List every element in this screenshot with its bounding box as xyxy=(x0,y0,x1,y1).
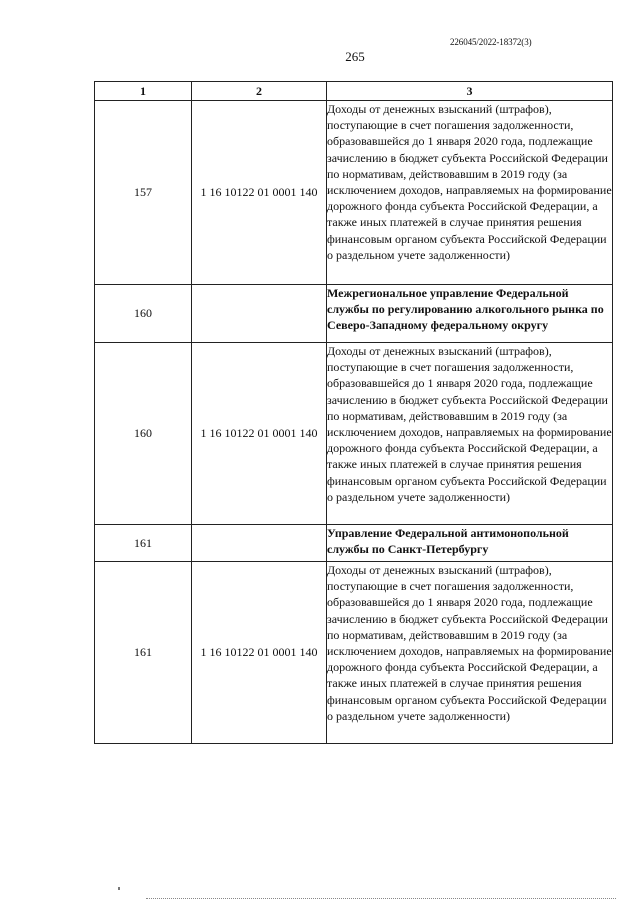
admin-code-cell: 160 xyxy=(95,285,192,343)
table-row xyxy=(95,562,613,744)
admin-code-cell: 160 xyxy=(95,343,192,525)
column-header-2: 2 xyxy=(192,82,327,101)
income-code-cell: 1 16 10122 01 0001 140 xyxy=(192,343,327,525)
column-header-3: 3 xyxy=(327,82,613,101)
income-code-cell xyxy=(192,525,327,562)
income-code-cell: 1 16 10122 01 0001 140 xyxy=(192,101,327,285)
document-number: 226045/2022-18372(3) xyxy=(450,37,532,47)
income-codes-table xyxy=(94,81,613,744)
administrator-name-cell: Управление Федеральной антимонопольной службы по Санкт-Петербургу xyxy=(327,525,613,562)
table-row xyxy=(95,285,613,343)
description-cell: Доходы от денежных взысканий (штрафов), поступающие в счет погашения задолженности, образовавшейся до 1 января 2020 года, подлежащие зачислению в бюджет субъекта Российской Федерации по нормативам, действовавшим в 2019 году (за исключением доходов, направляемых на формирование дорожного фонда субъекта Российской Федерации, а также иных платежей в случае принятия решения финансовым органом субъекта Российской Федерации о раздельном учете задолженности) xyxy=(327,343,613,525)
admin-code-cell: 157 xyxy=(95,101,192,285)
admin-code-cell: 161 xyxy=(95,525,192,562)
table-row xyxy=(95,343,613,525)
table-row xyxy=(95,525,613,562)
administrator-name-cell: Межрегиональное управление Федеральной службы по регулированию алкогольного рынка по Северо-Западному федеральному округу xyxy=(327,285,613,343)
scan-artifact-mark xyxy=(118,887,120,890)
description-cell: Доходы от денежных взысканий (штрафов), поступающие в счет погашения задолженности, образовавшейся до 1 января 2020 года, подлежащие зачислению в бюджет субъекта Российской Федерации по нормативам, действовавшим в 2019 году (за исключением доходов, направляемых на формирование дорожного фонда субъекта Российской Федерации, а также иных платежей в случае принятия решения финансовым органом субъекта Российской Федерации о раздельном учете задолженности) xyxy=(327,562,613,744)
income-code-cell xyxy=(192,285,327,343)
table-row xyxy=(95,101,613,285)
table-header-row xyxy=(95,82,613,101)
column-header-1: 1 xyxy=(95,82,192,101)
scan-bottom-edge xyxy=(146,898,616,899)
description-cell: Доходы от денежных взысканий (штрафов), поступающие в счет погашения задолженности, образовавшейся до 1 января 2020 года, подлежащие зачислению в бюджет субъекта Российской Федерации по нормативам, действовавшим в 2019 году (за исключением доходов, направляемых на формирование дорожного фонда субъекта Российской Федерации, а также иных платежей в случае принятия решения финансовым органом субъекта Российской Федерации о раздельном учете задолженности) xyxy=(327,101,613,285)
page-number: 265 xyxy=(345,49,365,64)
income-code-cell: 1 16 10122 01 0001 140 xyxy=(192,562,327,744)
admin-code-cell: 161 xyxy=(95,562,192,744)
